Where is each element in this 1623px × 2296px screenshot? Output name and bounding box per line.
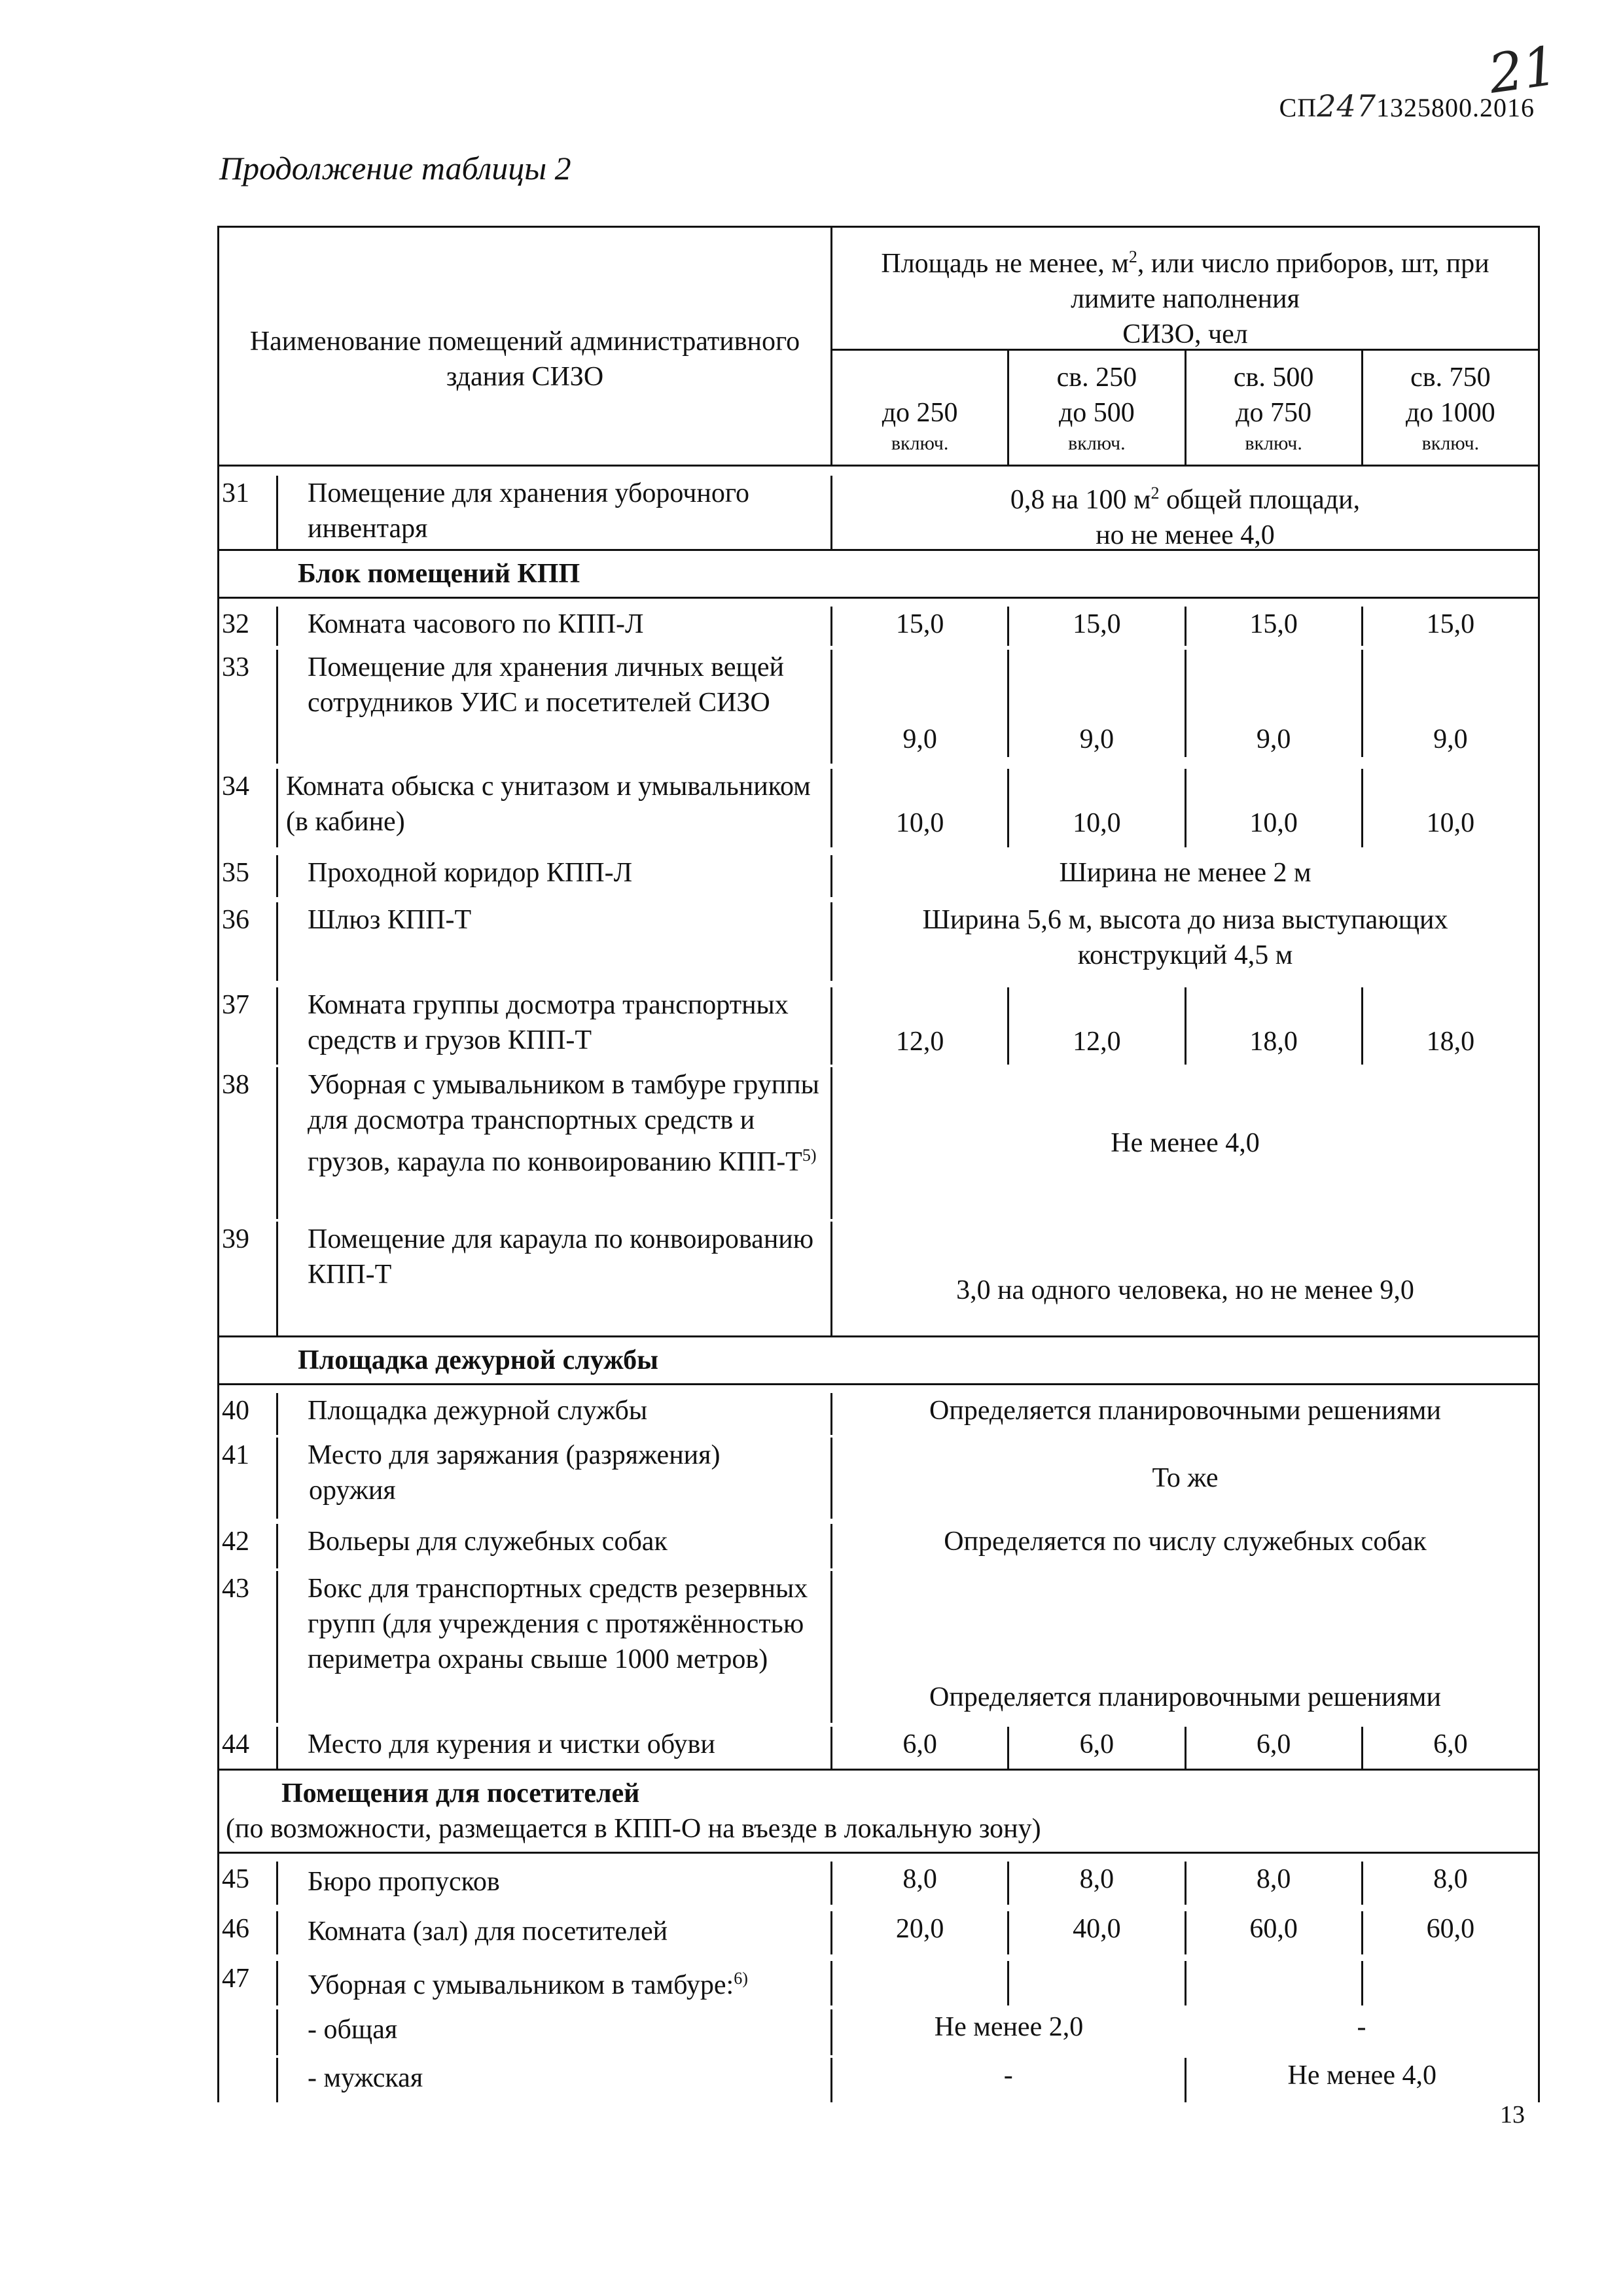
table-row: 47 Уборная с умывальником в тамбуре:$^{6)}$ [219, 1954, 1538, 2005]
table-row: 31 Помещение для хранения уборочного инвентаря 0,8 на 100 $м^2$ общей площади, но не менее 4,0 [219, 467, 1538, 549]
document-code: СП2471325800.2016 [1279, 88, 1535, 124]
header-col-250: до 250 включ. [832, 351, 1009, 465]
table-row: 43 Бокс для транспортных средств резервных групп (для учреждения с протяжённостью периметра охраны свыше 1000 метров) Определяется планировочными решениями [219, 1568, 1538, 1723]
table-row: 41 Место для заряжания (разряжения) оружия То же [219, 1435, 1538, 1519]
table-row: 45 Бюро пропусков 8,0 8,0 8,0 8,0 [219, 1854, 1538, 1905]
header-col-750: св. 500 до 750 включ. [1186, 351, 1363, 465]
table-row: 32 Комната часового по КПП-Л 15,0 15,0 15,0 15,0 [219, 599, 1538, 646]
continuation-title: Продолжение таблицы 2 [219, 150, 571, 186]
table-row: - общая Не менее 2,0 - [219, 2005, 1538, 2055]
section-kpp: Блок помещений КПП [219, 549, 1538, 599]
handwritten-page-number: 21 [1484, 35, 1561, 106]
table-row: 44 Место для курения и чистки обуви 6,0 6,0 6,0 6,0 [219, 1723, 1538, 1769]
table-row: 33 Помещение для хранения личных вещей сотрудников УИС и посетителей СИЗО 9,0 9,0 9,0 9,0 [219, 646, 1538, 764]
table-row: 38 Уборная с умывальником в тамбуре группы для досмотра транспортных средств и грузов, караула по конвоированию КПП-$Т^{5)}$ Не менее 4,0 [219, 1065, 1538, 1219]
table-row: 34 Комната обыска с унитазом и умывальником (в кабине) 10,0 10,0 10,0 10,0 [219, 764, 1538, 847]
header-col-1000: св. 750 до 1000 включ. [1405, 362, 1495, 454]
header-room-name: Наименование помещений административного здания СИЗО [219, 228, 832, 465]
header-col-500: св. 250 до 500 включ. [1009, 351, 1186, 465]
table-row: 40 Площадка дежурной службы Определяется планировочными решениями [219, 1385, 1538, 1435]
page-number: 13 [1500, 2101, 1525, 2128]
table-row: - мужская - Не менее 4,0 [219, 2055, 1538, 2102]
handwritten-code-part: 247 [1317, 88, 1376, 124]
table-row: 46 Комната (зал) для посетителей 20,0 40,0 60,0 60,0 [219, 1905, 1538, 1954]
table-row: 42 Вольеры для служебных собак Определяется по числу служебных собак [219, 1519, 1538, 1568]
table-row: 37 Комната группы досмотра транспортных средств и грузов КПП-Т 12,0 12,0 18,0 18,0 [219, 981, 1538, 1065]
table-row: 39 Помещение для караула по конвоированию КПП-Т 3,0 на одного человека, но не менее 9,0 [219, 1219, 1538, 1335]
table-row: 36 Шлюз КПП-Т Ширина 5,6 м, высота до низа выступающих конструкций 4,5 м [219, 897, 1538, 981]
header-area: Площадь не менее, $м^2$, или число приборов, шт, при лимите наполнения СИЗО, чел [832, 228, 1538, 351]
table-header [219, 228, 1538, 467]
section-visitors: Помещения для посетителей (по возможности, размещается в КПП-О на въезде в локальную зону) [219, 1769, 1538, 1854]
rooms-table [217, 226, 1540, 2102]
table-row: 35 Проходной коридор КПП-Л Ширина не менее 2 м [219, 847, 1538, 897]
section-duty: Площадка дежурной службы [219, 1335, 1538, 1385]
